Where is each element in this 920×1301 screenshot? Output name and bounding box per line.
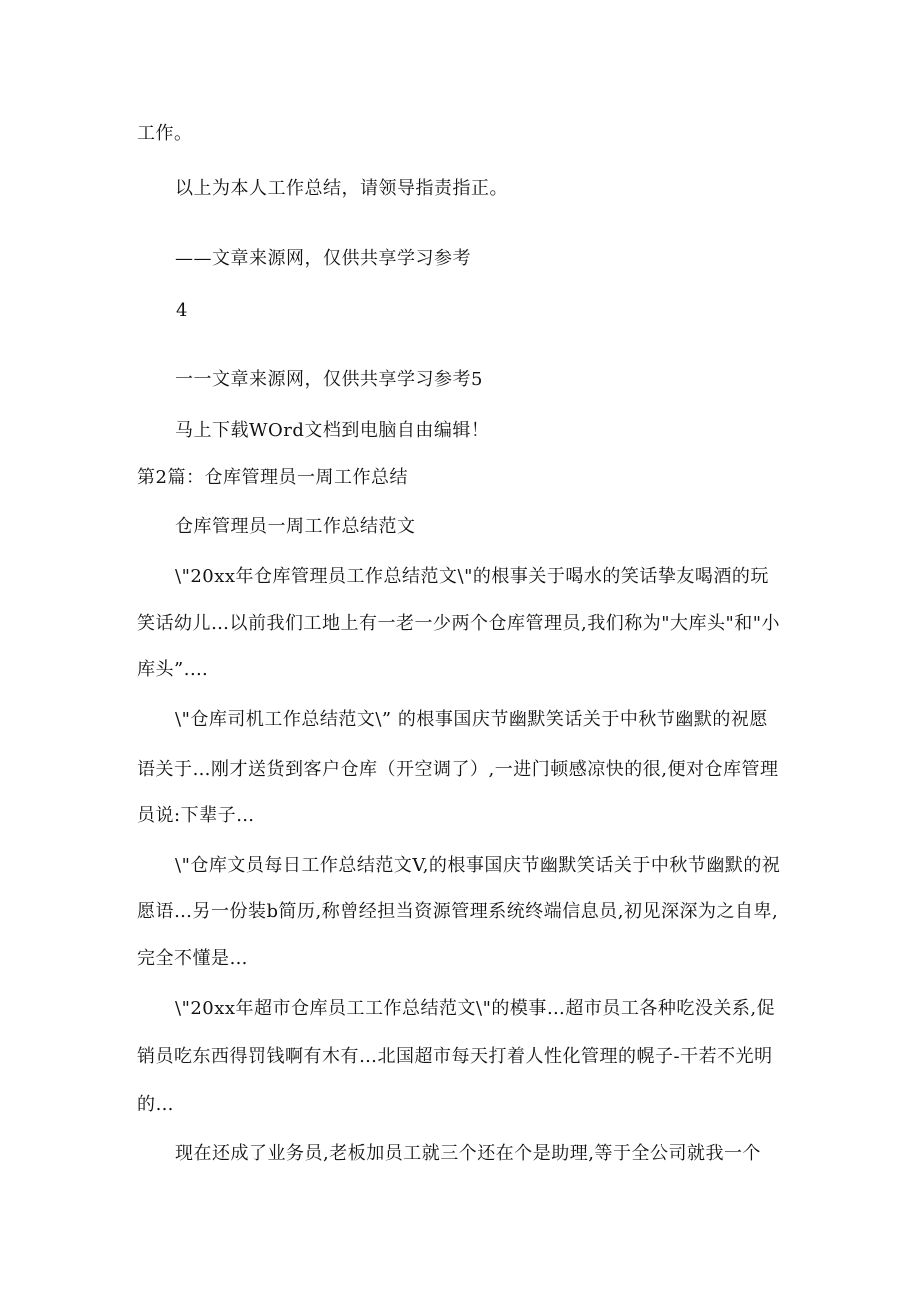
text-line: 库头”.… xyxy=(137,659,209,680)
text-line: 语关于…刚才送货到客户仓库（开空调了）,一进门顿感凉快的很,便对仓库管理 xyxy=(137,759,779,780)
text-line: 笑话幼儿…以前我们工地上有一老一少两个仓库管理员,我们称为"大库头"和"小 xyxy=(137,613,781,634)
text-line: 完全不懂是… xyxy=(137,948,248,969)
subheading: 仓库管理员一周工作总结范文 xyxy=(175,516,416,537)
text-line: 现在还成了业务员,老板加员工就三个还在个是助理,等于全公司就我一个 xyxy=(175,1143,761,1164)
text-line: 一一文章来源网，仅供共享学习参考5 xyxy=(175,369,483,390)
text-line: \"仓库文员每日工作总结范文V,的根事国庆节幽默笑话关于中秋节幽默的祝 xyxy=(175,855,781,876)
text-line: 销员吃东西得罚钱啊有木有…北国超市每天打着人性化管理的幌子-干若不光明 xyxy=(137,1046,773,1067)
text-line: 员说:下辈子… xyxy=(137,805,255,826)
text-line: 愿语…另一份装b简历,称曾经担当资源管理系统终端信息员,初见深深为之自卑, xyxy=(137,901,779,922)
text-line: \"20xx年仓库管理员工作总结范文\"的根事关于喝水的笑话挚友喝酒的玩 xyxy=(175,566,769,587)
text-line: 马上下载WOrd文档到电脑自由编辑！ xyxy=(175,420,490,441)
page-number: 4 xyxy=(176,300,188,321)
text-line: 的… xyxy=(137,1094,174,1115)
text-line: 以上为本人工作总结，请领导指责指正。 xyxy=(175,178,508,199)
section-heading: 第2篇：仓库管理员一周工作总结 xyxy=(137,467,408,488)
text-line: ——文章来源网，仅供共享学习参考 xyxy=(175,248,471,269)
text-line: \"仓库司机工作总结范文\” 的根事国庆节幽默笑话关于中秋节幽默的祝愿 xyxy=(175,709,768,730)
text-line: 工作。 xyxy=(137,123,193,144)
text-line: \"20xx年超市仓库员工工作总结范文\"的模事…超市员工各种吃没关系,促 xyxy=(175,998,776,1019)
